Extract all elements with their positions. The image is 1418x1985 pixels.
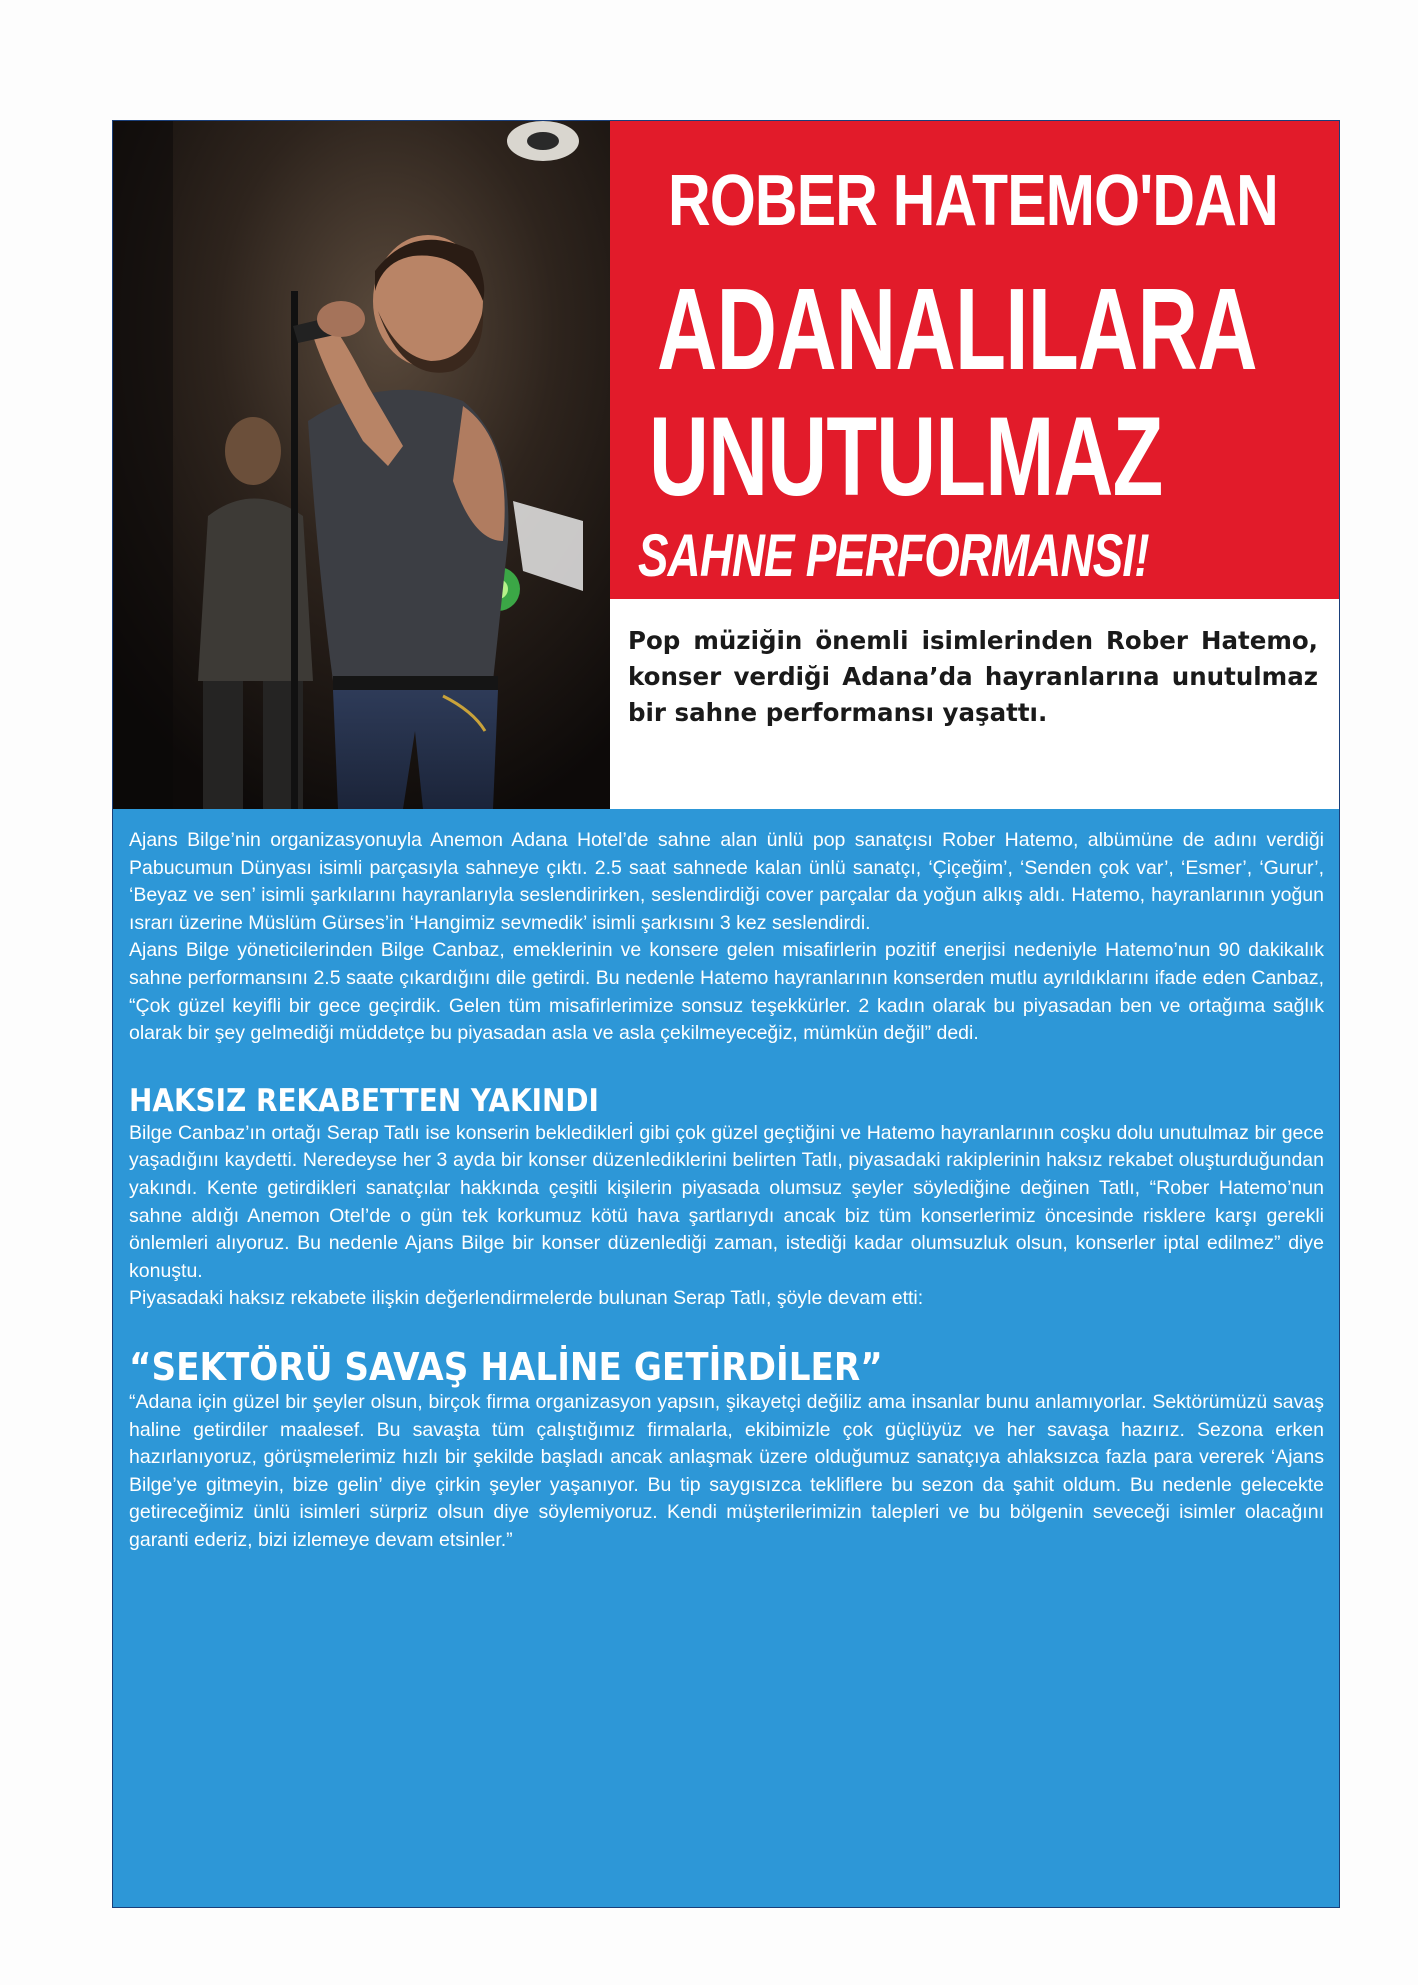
section-heading: HAKSIZ REKABETTEN YAKINDI: [129, 1082, 599, 1119]
headline-line-4: SAHNE PERFORMANSI!: [638, 522, 1149, 589]
intro-paragraph: Ajans Bilge yöneticilerinden Bilge Canbaz, emeklerinin ve konsere gelen misafirlerin pozitif enerjisi nedeniyle Hatemo’nun 90 dakikalık sahne performansını 2.5 saate çıkardığını dile getirdi. Bu nedenle Hatemo hayranlarının konserden mutlu ayrıldıklarını ifade eden Canbaz, “Çok güzel keyifli bir gece geçirdik. Gelen tüm misafirlerimize sonsuz teşekkürler. 2 kadın olarak bu piyasadan ben ve ortağıma sağlık olarak bir şey gelmediği müddetçe bu piyasadan asla ve asla çekilmeyeceğiz, mümkün değil” dedi.: [129, 939, 1324, 1045]
headline-box: [610, 121, 1339, 599]
section-heading: “SEKTÖRÜ SAVAŞ HALİNE GETİRDİLER”: [129, 1344, 883, 1389]
headline-line-1: ROBER HATEMO'DAN: [668, 161, 1278, 241]
quote-paragraph: “Adana için güzel bir şeyler olsun, birçok firma organizasyon yapsın, şikayetçi değiliz ama insanlar bunu anlamıyorlar. Sektörümüzü savaş haline getirdiler maalesef. Bu savaşta tüm çalıştığımız firmalarla, ekibimizle çok güçlüyüz ve her savaşa hazırız. Sezona erken hazırlanıyoruz, görüşmelerimiz hızlı bir şekilde başladı ancak anlaşmak üzere olduğumuz sanatçıya ahlaksızca fazla para vererek ‘Ajans Bilge’ye gitmeyin, bize gelin’ diye çirkin şeyler yaşanıyor. Bu tip saygısızca tekliflere bu sezon da şahit oldum. Bu nedenle gelecekte getireceğimiz ünlü isimleri sürpriz olsun diye söylemiyoruz. Kendi müşterilerimizin talepleri ve bu bölgenin seveceği isimler olacağını garanti ederiz, bizi izlemeye devam etsinler.”: [129, 1390, 1324, 1551]
headline-line-3: UNUTULMAZ: [649, 394, 1163, 519]
article-body: [129, 827, 1324, 1554]
lead-paragraph: Pop müziğin önemli isimlerinden Rober Hatemo, konser verdiği Adana’da hayranlarına unutulmaz bir sahne performansı yaşattı.: [628, 626, 1318, 727]
intro-paragraph: Ajans Bilge’nin organizasyonuyla Anemon Adana Hotel’de sahne alan ünlü pop sanatçısı Rober Hatemo, albümüne de adını verdiği Pabucumun Dünyası isimli parçasıyla sahneye çıktı. 2.5 saat sahnede kalan ünlü sanatçı, ‘Çiçeğim’, ‘Senden çok var’, ‘Esmer’, ‘Gurur’, ‘Beyaz ve sen’ isimli şarkılarını hayranlarıyla seslendirirken, seslendirdiği cover parçalar da yoğun alkış aldı. Hatemo, hayranlarının yoğun ısrarı üzerine Müslüm Gürses’in ‘Hangimiz sevmedik’ isimli şarkısını 3 kez seslendirdi.: [129, 829, 1324, 934]
article-page: [112, 120, 1340, 1908]
lead-box: [610, 599, 1339, 809]
singer-on-stage-image: [113, 121, 610, 809]
headline-line-2: ADANALILARA: [657, 264, 1257, 394]
section-paragraph: Bilge Canbaz’ın ortağı Serap Tatlı ise konserin beklediklerİ gibi çok güzel geçtiğini ve Hatemo hayranlarının coşku dolu unutulmaz bir gece yaşadığını kaydetti. Neredeyse her 3 ayda bir konser düzenlediklerini belirten Tatlı, piyasadaki rakiplerinin haksız rekabet oluşturduğundan yakındı. Kente getirdikleri sanatçılar hakkında çeşitli kişilerin piyasada olumsuz şeyler söylediğine değinen Tatlı, “Rober Hatemo’nun sahne aldığı Anemon Otel’de o gün tek korkumuz kötü hava şartlarıydı ancak biz tüm konserlerimiz öncesinde risklere karşı gerekli önlemleri alıyoruz. Bu nedenle Ajans Bilge bir konser düzenlediği zaman, istediği kadar olumsuzluk olsun, konserler iptal edilmez” diye konuştu.: [129, 1121, 1324, 1282]
concert-photo: [113, 121, 610, 809]
section-paragraph: Piyasadaki haksız rekabete ilişkin değerlendirmelerde bulunan Serap Tatlı, şöyle devam etti:: [129, 1287, 924, 1310]
